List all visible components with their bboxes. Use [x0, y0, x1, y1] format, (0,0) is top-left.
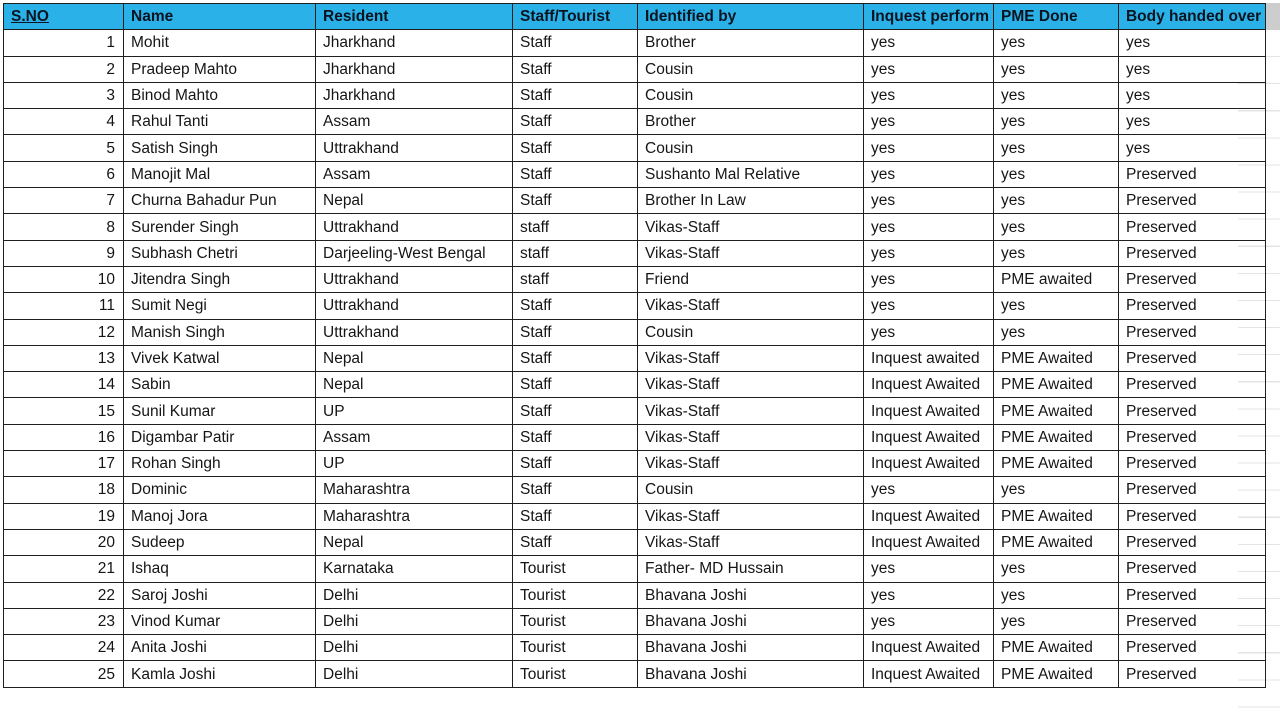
cell-staff-tourist[interactable]: Staff	[513, 82, 638, 108]
table-row	[4, 424, 1266, 450]
cell-pme-done[interactable]: yes	[993, 240, 1118, 266]
table-row	[4, 345, 1266, 371]
cell-body-handed-over[interactable]: Preserved	[1118, 503, 1265, 529]
cell-pme-done[interactable]: yes	[993, 135, 1118, 161]
table-row	[4, 398, 1266, 424]
cell-identified-by[interactable]: Bhavana Joshi	[638, 582, 864, 608]
cell-staff-tourist[interactable]: Staff	[513, 477, 638, 503]
cell-body-handed-over[interactable]: Preserved	[1118, 319, 1265, 345]
cell-inquest-perform[interactable]: yes	[864, 135, 994, 161]
cell-identified-by[interactable]: Cousin	[638, 319, 864, 345]
cell-pme-done[interactable]: yes	[993, 477, 1118, 503]
cell-name[interactable]: Sudeep	[124, 529, 316, 555]
cell-name[interactable]: Manoj Jora	[124, 503, 316, 529]
cell-name[interactable]: Saroj Joshi	[124, 582, 316, 608]
cell-staff-tourist[interactable]: Staff	[513, 30, 638, 56]
table-row	[4, 503, 1266, 529]
cell-name[interactable]: Surender Singh	[124, 214, 316, 240]
cell-resident[interactable]: Uttrakhand	[316, 214, 513, 240]
cell-body-handed-over[interactable]: Preserved	[1118, 398, 1265, 424]
cell-resident[interactable]: Uttrakhand	[316, 319, 513, 345]
column-header-resident[interactable]: Resident	[316, 4, 513, 30]
cell-sno[interactable]: 9	[4, 240, 124, 266]
cell-staff-tourist[interactable]: Tourist	[513, 582, 638, 608]
column-header-staff-tourist[interactable]: Staff/Tourist	[513, 4, 638, 30]
cell-staff-tourist[interactable]: Tourist	[513, 661, 638, 687]
cell-inquest-perform[interactable]: Inquest awaited	[864, 345, 994, 371]
cell-staff-tourist[interactable]: Staff	[513, 529, 638, 555]
cell-identified-by[interactable]: Vikas-Staff	[638, 214, 864, 240]
cell-name[interactable]: Sunil Kumar	[124, 398, 316, 424]
cell-body-handed-over[interactable]: Preserved	[1118, 214, 1265, 240]
cell-identified-by[interactable]: Bhavana Joshi	[638, 661, 864, 687]
cell-staff-tourist[interactable]: Staff	[513, 109, 638, 135]
cell-resident[interactable]: Assam	[316, 161, 513, 187]
cell-resident[interactable]: UP	[316, 451, 513, 477]
cell-inquest-perform[interactable]: Inquest Awaited	[864, 529, 994, 555]
cell-staff-tourist[interactable]: Staff	[513, 319, 638, 345]
cell-staff-tourist[interactable]: Staff	[513, 451, 638, 477]
table-row	[4, 293, 1266, 319]
cell-name[interactable]: Sumit Negi	[124, 293, 316, 319]
cell-pme-done[interactable]: yes	[993, 556, 1118, 582]
cell-sno[interactable]: 5	[4, 135, 124, 161]
cell-name[interactable]: Digambar Patir	[124, 424, 316, 450]
cell-body-handed-over[interactable]: Preserved	[1118, 424, 1265, 450]
cell-inquest-perform[interactable]: yes	[864, 214, 994, 240]
cell-inquest-perform[interactable]: yes	[864, 582, 994, 608]
cell-identified-by[interactable]: Cousin	[638, 135, 864, 161]
cell-resident[interactable]: Darjeeling-West Bengal	[316, 240, 513, 266]
cell-identified-by[interactable]: Bhavana Joshi	[638, 635, 864, 661]
cell-pme-done[interactable]: PME Awaited	[993, 661, 1118, 687]
cell-sno[interactable]: 25	[4, 661, 124, 687]
cell-sno[interactable]: 7	[4, 188, 124, 214]
cell-resident[interactable]: Nepal	[316, 372, 513, 398]
cell-staff-tourist[interactable]: Tourist	[513, 635, 638, 661]
cell-resident[interactable]: Jharkhand	[316, 30, 513, 56]
cell-pme-done[interactable]: yes	[993, 608, 1118, 634]
cell-sno[interactable]: 10	[4, 266, 124, 292]
cell-identified-by[interactable]: Sushanto Mal Relative	[638, 161, 864, 187]
cell-name[interactable]: Kamla Joshi	[124, 661, 316, 687]
cell-name[interactable]: Anita Joshi	[124, 635, 316, 661]
cell-inquest-perform[interactable]: yes	[864, 30, 994, 56]
cell-identified-by[interactable]: Bhavana Joshi	[638, 608, 864, 634]
cell-identified-by[interactable]: Brother	[638, 30, 864, 56]
cell-staff-tourist[interactable]: Staff	[513, 293, 638, 319]
cell-resident[interactable]: Maharashtra	[316, 503, 513, 529]
cell-sno[interactable]: 3	[4, 82, 124, 108]
cell-name[interactable]: Manojit Mal	[124, 161, 316, 187]
column-header-name[interactable]: Name	[124, 4, 316, 30]
cell-pme-done[interactable]: yes	[993, 161, 1118, 187]
cell-sno[interactable]: 23	[4, 608, 124, 634]
cell-pme-done[interactable]: yes	[993, 293, 1118, 319]
table-row	[4, 582, 1266, 608]
cell-sno[interactable]: 24	[4, 635, 124, 661]
cell-sno[interactable]: 18	[4, 477, 124, 503]
cell-resident[interactable]: Nepal	[316, 188, 513, 214]
cell-name[interactable]: Dominic	[124, 477, 316, 503]
cell-body-handed-over[interactable]: yes	[1118, 56, 1265, 82]
cell-identified-by[interactable]: Cousin	[638, 82, 864, 108]
cell-pme-done[interactable]: yes	[993, 582, 1118, 608]
cell-body-handed-over[interactable]: Preserved	[1118, 556, 1265, 582]
cell-resident[interactable]: Uttrakhand	[316, 135, 513, 161]
cell-body-handed-over[interactable]: Preserved	[1118, 372, 1265, 398]
cell-inquest-perform[interactable]: yes	[864, 293, 994, 319]
cell-resident[interactable]: Delhi	[316, 661, 513, 687]
cell-body-handed-over[interactable]: yes	[1118, 135, 1265, 161]
cell-staff-tourist[interactable]: staff	[513, 240, 638, 266]
cell-identified-by[interactable]: Cousin	[638, 56, 864, 82]
casualty-table	[3, 3, 1266, 688]
cell-staff-tourist[interactable]: Staff	[513, 372, 638, 398]
cell-body-handed-over[interactable]: Preserved	[1118, 345, 1265, 371]
cell-name[interactable]: Ishaq	[124, 556, 316, 582]
table-row	[4, 635, 1266, 661]
cell-resident[interactable]: Nepal	[316, 345, 513, 371]
cell-staff-tourist[interactable]: Staff	[513, 503, 638, 529]
cell-name[interactable]: Rahul Tanti	[124, 109, 316, 135]
cell-sno[interactable]: 2	[4, 56, 124, 82]
table-row	[4, 161, 1266, 187]
table-row	[4, 451, 1266, 477]
cell-inquest-perform[interactable]: yes	[864, 240, 994, 266]
cell-pme-done[interactable]: PME Awaited	[993, 503, 1118, 529]
cell-name[interactable]: Subhash Chetri	[124, 240, 316, 266]
cell-pme-done[interactable]: yes	[993, 30, 1118, 56]
table-row	[4, 319, 1266, 345]
cell-identified-by[interactable]: Vikas-Staff	[638, 345, 864, 371]
cell-inquest-perform[interactable]: yes	[864, 608, 994, 634]
cell-resident[interactable]: Maharashtra	[316, 477, 513, 503]
cell-inquest-perform[interactable]: Inquest Awaited	[864, 424, 994, 450]
cell-resident[interactable]: Karnataka	[316, 556, 513, 582]
cell-sno[interactable]: 11	[4, 293, 124, 319]
table-row	[4, 109, 1266, 135]
cell-name[interactable]: Sabin	[124, 372, 316, 398]
cell-staff-tourist[interactable]: Tourist	[513, 608, 638, 634]
cell-staff-tourist[interactable]: Staff	[513, 56, 638, 82]
cell-inquest-perform[interactable]: yes	[864, 188, 994, 214]
cell-identified-by[interactable]: Vikas-Staff	[638, 451, 864, 477]
cell-sno[interactable]: 12	[4, 319, 124, 345]
cell-body-handed-over[interactable]: Preserved	[1118, 529, 1265, 555]
column-header-identified-by[interactable]: Identified by	[638, 4, 864, 30]
cell-body-handed-over[interactable]: yes	[1118, 30, 1265, 56]
cell-sno[interactable]: 14	[4, 372, 124, 398]
cell-resident[interactable]: Assam	[316, 109, 513, 135]
cell-resident[interactable]: Delhi	[316, 635, 513, 661]
cell-inquest-perform[interactable]: yes	[864, 109, 994, 135]
cell-pme-done[interactable]: PME Awaited	[993, 529, 1118, 555]
table-row	[4, 56, 1266, 82]
cell-body-handed-over[interactable]: Preserved	[1118, 608, 1265, 634]
cell-resident[interactable]: Uttrakhand	[316, 266, 513, 292]
cell-identified-by[interactable]: Brother	[638, 109, 864, 135]
cell-inquest-perform[interactable]: yes	[864, 82, 994, 108]
cell-name[interactable]: Mohit	[124, 30, 316, 56]
column-header-inquest-perform[interactable]: Inquest perform	[864, 4, 994, 30]
table-row	[4, 266, 1266, 292]
cell-pme-done[interactable]: yes	[993, 82, 1118, 108]
cell-inquest-perform[interactable]: yes	[864, 477, 994, 503]
cell-name[interactable]: Jitendra Singh	[124, 266, 316, 292]
cell-name[interactable]: Satish Singh	[124, 135, 316, 161]
cell-name[interactable]: Manish Singh	[124, 319, 316, 345]
cell-identified-by[interactable]: Vikas-Staff	[638, 503, 864, 529]
cell-sno[interactable]: 13	[4, 345, 124, 371]
table-row	[4, 477, 1266, 503]
cell-name[interactable]: Vivek Katwal	[124, 345, 316, 371]
cell-identified-by[interactable]: Brother In Law	[638, 188, 864, 214]
cell-staff-tourist[interactable]: staff	[513, 266, 638, 292]
cell-identified-by[interactable]: Father- MD Hussain	[638, 556, 864, 582]
cell-body-handed-over[interactable]: Preserved	[1118, 635, 1265, 661]
table-row	[4, 214, 1266, 240]
cell-body-handed-over[interactable]: Preserved	[1118, 293, 1265, 319]
cell-pme-done[interactable]: PME Awaited	[993, 398, 1118, 424]
cell-body-handed-over[interactable]: yes	[1118, 109, 1265, 135]
cell-body-handed-over[interactable]: Preserved	[1118, 266, 1265, 292]
cell-sno[interactable]: 6	[4, 161, 124, 187]
cell-sno[interactable]: 1	[4, 30, 124, 56]
column-header-sno[interactable]: S.NO	[4, 4, 124, 30]
cell-sno[interactable]: 15	[4, 398, 124, 424]
cell-inquest-perform[interactable]: Inquest Awaited	[864, 451, 994, 477]
table-row	[4, 529, 1266, 555]
cell-staff-tourist[interactable]: Staff	[513, 161, 638, 187]
table-row	[4, 82, 1266, 108]
cell-pme-done[interactable]: PME Awaited	[993, 424, 1118, 450]
cell-resident[interactable]: Uttrakhand	[316, 293, 513, 319]
cell-staff-tourist[interactable]: Staff	[513, 424, 638, 450]
cell-inquest-perform[interactable]: yes	[864, 556, 994, 582]
cell-resident[interactable]: Assam	[316, 424, 513, 450]
cell-inquest-perform[interactable]: Inquest Awaited	[864, 398, 994, 424]
cell-name[interactable]: Binod Mahto	[124, 82, 316, 108]
column-header-body-handed-over[interactable]: Body handed over	[1118, 4, 1265, 30]
cell-pme-done[interactable]: PME awaited	[993, 266, 1118, 292]
cell-identified-by[interactable]: Friend	[638, 266, 864, 292]
cell-body-handed-over[interactable]: Preserved	[1118, 451, 1265, 477]
cell-sno[interactable]: 19	[4, 503, 124, 529]
cell-name[interactable]: Churna Bahadur Pun	[124, 188, 316, 214]
table-row	[4, 372, 1266, 398]
cell-identified-by[interactable]: Vikas-Staff	[638, 424, 864, 450]
table-row	[4, 30, 1266, 56]
cell-sno[interactable]: 17	[4, 451, 124, 477]
cell-inquest-perform[interactable]: Inquest Awaited	[864, 661, 994, 687]
table-row	[4, 556, 1266, 582]
cell-body-handed-over[interactable]: Preserved	[1118, 582, 1265, 608]
cell-resident[interactable]: Delhi	[316, 582, 513, 608]
cell-resident[interactable]: Delhi	[316, 608, 513, 634]
cell-inquest-perform[interactable]: yes	[864, 319, 994, 345]
table-row	[4, 661, 1266, 687]
cell-identified-by[interactable]: Vikas-Staff	[638, 398, 864, 424]
cell-body-handed-over[interactable]: yes	[1118, 82, 1265, 108]
cell-resident[interactable]: Jharkhand	[316, 82, 513, 108]
cell-sno[interactable]: 22	[4, 582, 124, 608]
cell-pme-done[interactable]: yes	[993, 319, 1118, 345]
cell-identified-by[interactable]: Vikas-Staff	[638, 372, 864, 398]
cell-body-handed-over[interactable]: Preserved	[1118, 477, 1265, 503]
table-body	[4, 30, 1266, 687]
cell-pme-done[interactable]: PME Awaited	[993, 451, 1118, 477]
cell-resident[interactable]: Jharkhand	[316, 56, 513, 82]
cell-pme-done[interactable]: PME Awaited	[993, 635, 1118, 661]
cell-staff-tourist[interactable]: Tourist	[513, 556, 638, 582]
table-row	[4, 135, 1266, 161]
cell-sno[interactable]: 4	[4, 109, 124, 135]
cell-pme-done[interactable]: yes	[993, 188, 1118, 214]
cell-inquest-perform[interactable]: Inquest Awaited	[864, 635, 994, 661]
column-header-pme-done[interactable]: PME Done	[993, 4, 1118, 30]
cell-sno[interactable]: 16	[4, 424, 124, 450]
cell-resident[interactable]: Nepal	[316, 529, 513, 555]
cell-staff-tourist[interactable]: Staff	[513, 188, 638, 214]
cell-identified-by[interactable]: Vikas-Staff	[638, 293, 864, 319]
cell-body-handed-over[interactable]: Preserved	[1118, 161, 1265, 187]
cell-name[interactable]: Rohan Singh	[124, 451, 316, 477]
cell-name[interactable]: Pradeep Mahto	[124, 56, 316, 82]
cell-resident[interactable]: UP	[316, 398, 513, 424]
cell-name[interactable]: Vinod Kumar	[124, 608, 316, 634]
cell-inquest-perform[interactable]: Inquest Awaited	[864, 503, 994, 529]
cell-sno[interactable]: 20	[4, 529, 124, 555]
cell-inquest-perform[interactable]: yes	[864, 266, 994, 292]
cell-pme-done[interactable]: yes	[993, 109, 1118, 135]
cell-staff-tourist[interactable]: Staff	[513, 345, 638, 371]
table-row	[4, 608, 1266, 634]
cell-identified-by[interactable]: Cousin	[638, 477, 864, 503]
cell-identified-by[interactable]: Vikas-Staff	[638, 240, 864, 266]
table-row	[4, 188, 1266, 214]
cell-body-handed-over[interactable]: Preserved	[1118, 188, 1265, 214]
table-row	[4, 240, 1266, 266]
cell-inquest-perform[interactable]: Inquest Awaited	[864, 372, 994, 398]
cell-body-handed-over[interactable]: Preserved	[1118, 240, 1265, 266]
cell-pme-done[interactable]: PME Awaited	[993, 372, 1118, 398]
cell-sno[interactable]: 21	[4, 556, 124, 582]
cell-pme-done[interactable]: yes	[993, 56, 1118, 82]
cell-pme-done[interactable]: PME Awaited	[993, 345, 1118, 371]
cell-pme-done[interactable]: yes	[993, 214, 1118, 240]
cell-inquest-perform[interactable]: yes	[864, 56, 994, 82]
cell-sno[interactable]: 8	[4, 214, 124, 240]
cell-body-handed-over[interactable]: Preserved	[1118, 661, 1265, 687]
cell-staff-tourist[interactable]: Staff	[513, 398, 638, 424]
cell-staff-tourist[interactable]: Staff	[513, 135, 638, 161]
cell-staff-tourist[interactable]: staff	[513, 214, 638, 240]
cell-identified-by[interactable]: Vikas-Staff	[638, 529, 864, 555]
header-row	[4, 4, 1266, 30]
cell-inquest-perform[interactable]: yes	[864, 161, 994, 187]
